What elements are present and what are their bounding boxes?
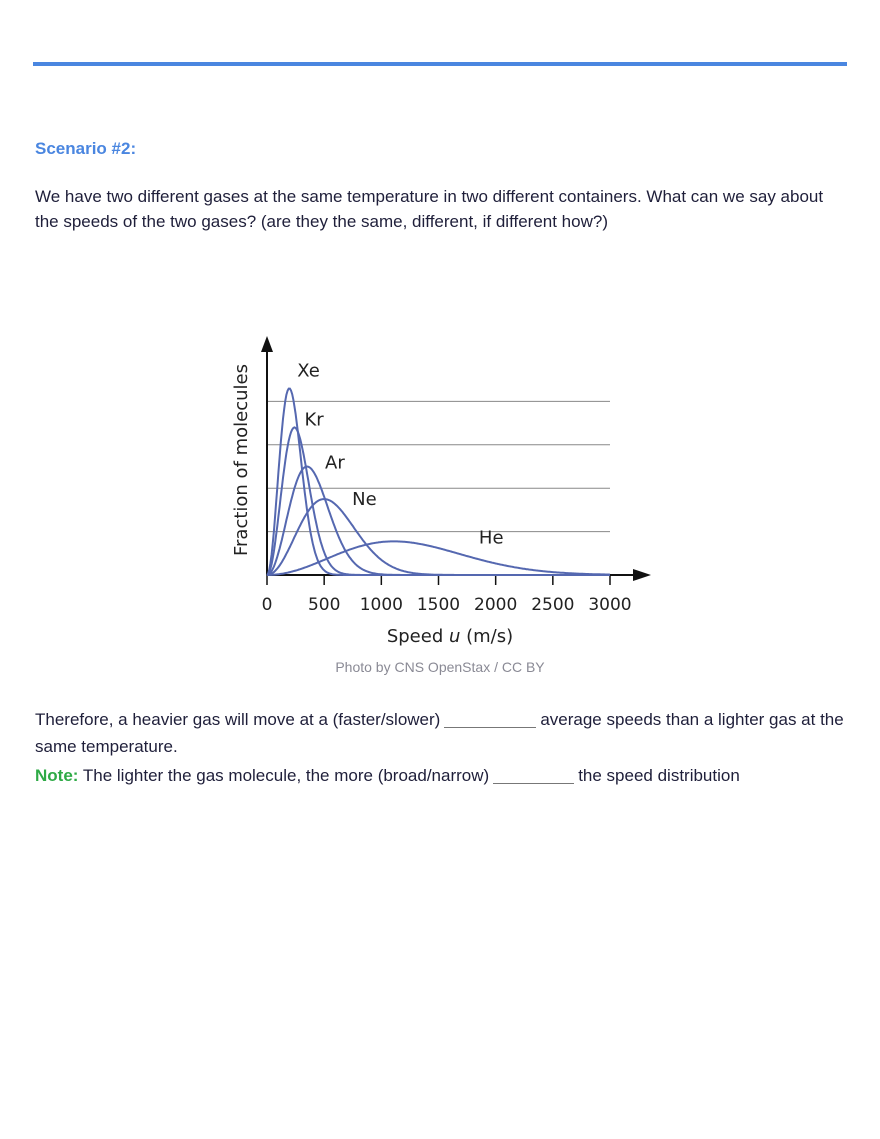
top-divider (33, 62, 847, 66)
series-labels (297, 360, 503, 548)
y-axis-label: Fraction of molecules (231, 363, 252, 557)
note-after: the speed distribution (578, 766, 740, 785)
figure-caption: Photo by CNS OpenStax / CC BY (335, 659, 545, 675)
curve-ar (267, 467, 610, 576)
x-tick-label: 2000 (474, 595, 518, 615)
x-tick-label: 1000 (359, 595, 403, 615)
question-text: We have two different gases at the same temperature in two different containers. What can we say about the speeds of the two gases? (are they the same, different, if different how?) (35, 187, 824, 231)
x-axis-label: Speed u (m/s) (386, 626, 514, 647)
note-label: Note: (35, 766, 79, 785)
x-tick-label: 2500 (531, 595, 575, 615)
note-before: The lighter the gas molecule, the more (broad/narrow) (82, 766, 490, 785)
x-tick-label: 1500 (416, 595, 461, 615)
series-label-xe: Xe (297, 360, 320, 382)
speed-answer-blank[interactable] (444, 709, 536, 728)
x-tick-label: 500 (307, 595, 341, 615)
series-label-ar: Ar (325, 452, 345, 474)
conclusion-before: Therefore, a heavier gas will move at a (faster/slower) (35, 710, 441, 729)
distribution-answer-blank[interactable] (493, 765, 574, 784)
series-label-ne: Ne (352, 489, 377, 511)
x-axis-arrow (633, 569, 651, 581)
scenario-title: Scenario #2: (35, 139, 137, 158)
x-tick-label: 0 (261, 595, 273, 615)
curve-he (267, 541, 610, 575)
conclusion-text (35, 706, 845, 760)
x-axis-ticks (262, 575, 632, 615)
speed-distribution-figure (225, 328, 655, 658)
y-axis-arrow (261, 336, 273, 352)
series-label-he: He (478, 527, 504, 549)
speed-distribution-chart (225, 328, 655, 658)
note-text (35, 762, 845, 789)
conclusion-after: average speeds than a lighter gas at the same temperature. (35, 710, 844, 756)
x-tick-label: 3000 (588, 595, 632, 615)
series-label-kr: Kr (304, 409, 324, 431)
